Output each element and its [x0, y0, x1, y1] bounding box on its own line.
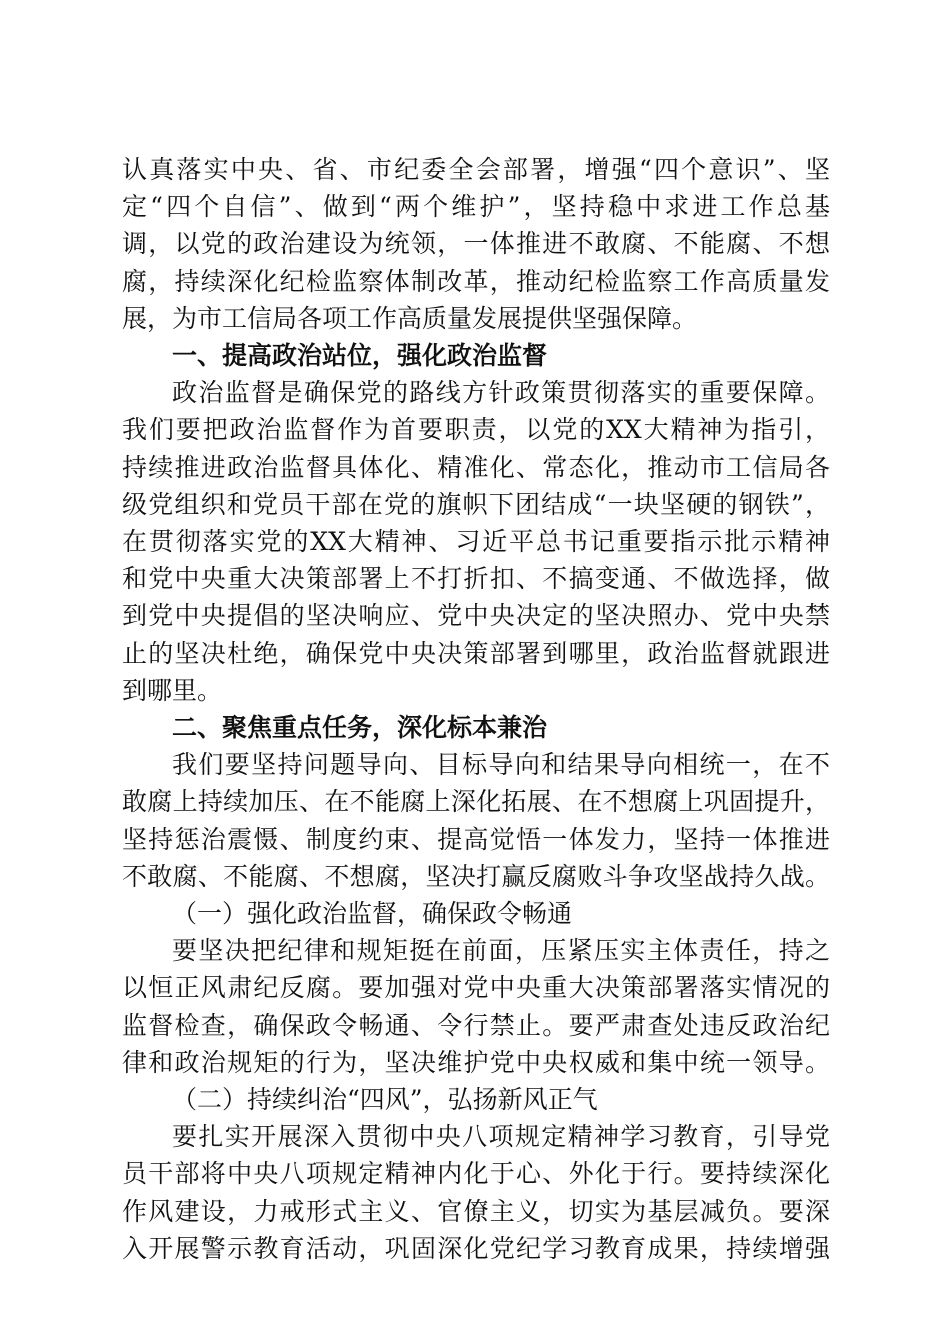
body-text-line: 入开展警示教育活动，巩固深化党纪学习教育成果，持续增强	[122, 1233, 830, 1263]
body-text-line: 定“四个自信”、做到“两个维护”，坚持稳中求进工作总基	[122, 192, 830, 222]
body-text-line: 级党组织和党员干部在党的旗帜下团结成“一块坚硬的钢铁”，	[122, 489, 830, 519]
body-text-line: 要坚决把纪律和规矩挺在前面，压紧压实主体责任，持之	[172, 936, 830, 966]
section-heading: 二、聚焦重点任务，深化标本兼治	[172, 713, 548, 742]
body-text-line: 员干部将中央八项规定精神内化于心、外化于行。要持续深化	[122, 1159, 830, 1189]
body-text-line: 到哪里。	[122, 675, 223, 705]
body-text-line: 政治监督是确保党的路线方针政策贯彻落实的重要保障。	[172, 378, 830, 408]
body-text-line: 要扎实开展深入贯彻中央八项规定精神学习教育，引导党	[172, 1122, 830, 1152]
body-text-line: 和党中央重大决策部署上不打折扣、不搞变通、不做选择，做	[122, 564, 830, 594]
body-text-line: 调，以党的政治建设为统领，一体推进不敢腐、不能腐、不想	[122, 229, 830, 259]
body-text-line: 敢腐上持续加压、在不能腐上深化拓展、在不想腐上巩固提升，	[122, 787, 830, 817]
body-text-line: 认真落实中央、省、市纪委全会部署，增强“四个意识”、坚	[122, 155, 830, 184]
body-text-line: 我们要把政治监督作为首要职责，以党的XX大精神为指引，	[122, 415, 830, 445]
subsection-heading: （二）持续纠治“四风”，弘扬新风正气	[172, 1085, 598, 1114]
body-text-line: 持续推进政治监督具体化、精准化、常态化，推动市工信局各	[122, 452, 830, 482]
body-text-line: 止的坚决杜绝，确保党中央决策部署到哪里，政治监督就跟进	[122, 638, 830, 668]
body-text-line: 展，为市工信局各项工作高质量发展提供坚强保障。	[122, 303, 698, 333]
body-text-line: 腐，持续深化纪检监察体制改革，推动纪检监察工作高质量发	[122, 266, 830, 296]
section-heading: 一、提高政治站位，强化政治监督	[172, 341, 548, 370]
body-text-line: 作风建设，力戒形式主义、官僚主义，切实为基层减负。要深	[122, 1196, 830, 1226]
body-text-line: 监督检查，确保政令畅通、令行禁止。要严肃查处违反政治纪	[122, 1010, 830, 1040]
body-text-line: 以恒正风肃纪反腐。要加强对党中央重大决策部署落实情况的	[122, 973, 830, 1003]
body-text-line: 我们要坚持问题导向、目标导向和结果导向相统一，在不	[172, 750, 830, 780]
body-text-line: 到党中央提倡的坚决响应、党中央决定的坚决照办、党中央禁	[122, 601, 830, 631]
body-text-line: 坚持惩治震慑、制度约束、提高觉悟一体发力，坚持一体推进	[122, 824, 830, 854]
body-text-line: 在贯彻落实党的XX大精神、习近平总书记重要指示批示精神	[122, 527, 830, 556]
subsection-heading: （一）强化政治监督，确保政令畅通	[172, 899, 573, 928]
body-text-line: 律和政治规矩的行为，坚决维护党中央权威和集中统一领导。	[122, 1047, 830, 1077]
body-text-line: 不敢腐、不能腐、不想腐，坚决打赢反腐败斗争攻坚战持久战。	[122, 861, 830, 891]
